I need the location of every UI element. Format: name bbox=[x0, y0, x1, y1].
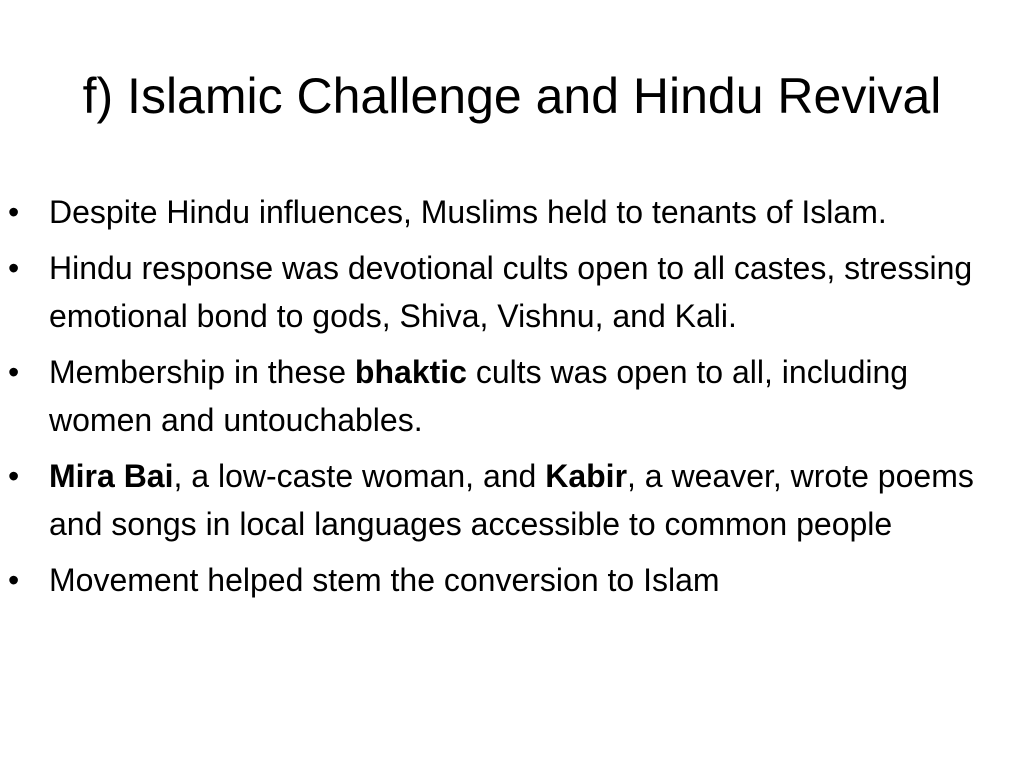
bullet-text-after: , a weaver, wrote poems and songs in local languages accessible to common people bbox=[49, 458, 974, 542]
bullet-item-5 bbox=[8, 556, 1012, 604]
bullet-text: Hindu response was devotional cults open to all castes, stressing emotional bond to gods, Shiva, Vishnu, and Kali. bbox=[49, 250, 973, 334]
bullet-item-1 bbox=[8, 188, 1012, 236]
bullet-marker: • bbox=[8, 458, 20, 494]
bullet-text-after: cults was open to all, including women and untouchables. bbox=[49, 354, 909, 438]
bullet-item-2 bbox=[8, 244, 1012, 340]
bullet-list bbox=[8, 188, 1012, 612]
bullet-text: Movement helped stem the conversion to Islam bbox=[49, 562, 720, 598]
bullet-text: Despite Hindu influences, Muslims held to tenants of Islam. bbox=[49, 194, 887, 230]
bullet-text-middle: , a low-caste woman, and bbox=[173, 458, 546, 494]
mira-bai-name: Mira Bai bbox=[49, 458, 174, 494]
bullet-marker: • bbox=[8, 250, 20, 286]
slide-title: f) Islamic Challenge and Hindu Revival bbox=[82, 68, 942, 124]
bullet-item-4 bbox=[8, 452, 1012, 548]
bullet-marker: • bbox=[8, 354, 20, 390]
bullet-text-before: Membership in these bbox=[49, 354, 355, 390]
bhaktic-term: bhaktic bbox=[354, 354, 467, 390]
bullet-marker: • bbox=[8, 562, 20, 598]
kabir-name: Kabir bbox=[545, 458, 628, 494]
bullet-marker: • bbox=[8, 194, 20, 230]
bullet-item-3 bbox=[8, 348, 1012, 444]
